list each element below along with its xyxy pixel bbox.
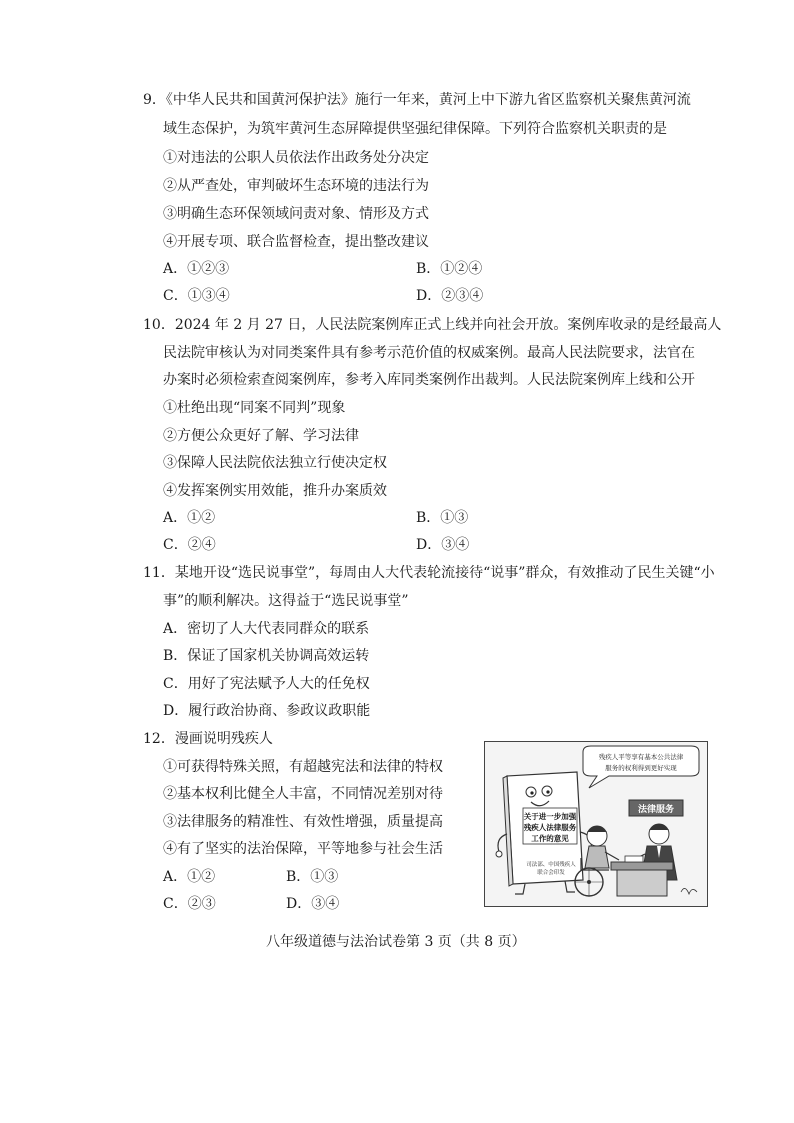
bubble-text-2: 服务的权利得到更好实现 [605, 764, 677, 772]
q9-item-1: ①对违法的公职人员依法作出政务处分决定 [163, 150, 429, 166]
q9-option-c: C．①③④ [163, 288, 230, 304]
q9-item-3: ③明确生态环保领域问责对象、情形及方式 [163, 206, 429, 222]
document-issuer-2: 联合会印发 [537, 870, 565, 876]
document-title-3: 工作的意见 [531, 834, 569, 843]
q9-stem-line-1: 9．《中华人民共和国黄河保护法》施行一年来，黄河上中下游九省区监察机关聚焦黄河流 [143, 92, 691, 108]
q11-option-b: B．保证了国家机关协调高效运转 [163, 648, 370, 664]
q9-item-4: ④开展专项、联合监督检查，提出整改建议 [163, 234, 429, 250]
q10-stem-line-1: 10．2024 年 2 月 27 日，人民法院案例库正式上线并向社会开放。案例库收录的是经最高人 [143, 317, 722, 333]
q10-option-c: C．②④ [163, 537, 216, 553]
q9-option-a: A．①②③ [163, 261, 230, 277]
q11-option-c: C．用好了宪法赋予人大的任免权 [163, 676, 370, 692]
q9-item-2: ②从严查处，审判破坏生态环境的违法行为 [163, 178, 429, 194]
document-title-1: 关于进一步加强 [523, 812, 577, 821]
q12-option-a: A．①② [163, 869, 216, 885]
legal-service-sign: 法律服务 [637, 805, 675, 815]
q10-option-d: D．③④ [416, 537, 470, 553]
q10-item-3: ③保障人民法院依法独立行使决定权 [163, 455, 387, 471]
cartoon-illustration [484, 741, 708, 907]
q9-option-d: D．②③④ [416, 288, 484, 304]
q11-stem-line-1: 11．某地开设“选民说事堂”，每周由人大代表轮流接待“说事”群众，有效推动了民生关键“小 [143, 565, 715, 581]
q11-stem-line-2: 事”的顺利解决。这得益于“选民说事堂” [163, 593, 409, 609]
q11-option-d: D．履行政治协商、参政议政职能 [163, 703, 371, 719]
q12-item-3: ③法律服务的精准性、有效性增强，质量提高 [163, 814, 443, 830]
q9-stem-line-2: 域生态保护，为筑牢黄河生态屏障提供坚强纪律保障。下列符合监察机关职责的是 [163, 121, 667, 137]
q12-item-1: ①可获得特殊关照，有超越宪法和法律的特权 [163, 759, 443, 775]
document-issuer-1: 司法部、中国残疾人 [526, 862, 576, 868]
document-title-2: 残疾人法律服务 [523, 823, 577, 832]
q10-option-b: B．①③ [416, 510, 469, 526]
bubble-text-1: 残疾人平等享有基本公共法律 [598, 753, 684, 761]
page-footer: 八年级道德与法治试卷第 3 页（共 8 页） [266, 934, 526, 950]
q12-item-2: ②基本权利比健全人丰富，不同情况差别对待 [163, 786, 443, 802]
q9-option-b: B．①②④ [416, 261, 483, 277]
q11-option-a: A．密切了人大代表同群众的联系 [163, 621, 370, 637]
q10-stem-line-3: 办案时必须检索查阅案例库，参考入库同类案例作出裁判。人民法院案例库上线和公开 [163, 372, 695, 388]
q10-item-4: ④发挥案例实用效能，推升办案质效 [163, 483, 387, 499]
q12-stem: 12．漫画说明残疾人 [143, 731, 273, 747]
q12-option-d: D．③④ [286, 896, 340, 912]
q10-option-a: A．①② [163, 510, 216, 526]
q10-stem-line-2: 民法院审核认为对同类案件具有参考示范价值的权威案例。最高人民法院要求，法官在 [163, 345, 695, 361]
q12-item-4: ④有了坚实的法治保障，平等地参与社会生活 [163, 841, 443, 857]
q10-item-1: ①杜绝出现“同案不同判”现象 [163, 400, 346, 416]
q10-item-2: ②方便公众更好了解、学习法律 [163, 428, 359, 444]
q12-option-b: B．①③ [286, 869, 339, 885]
q12-option-c: C．②③ [163, 896, 216, 912]
